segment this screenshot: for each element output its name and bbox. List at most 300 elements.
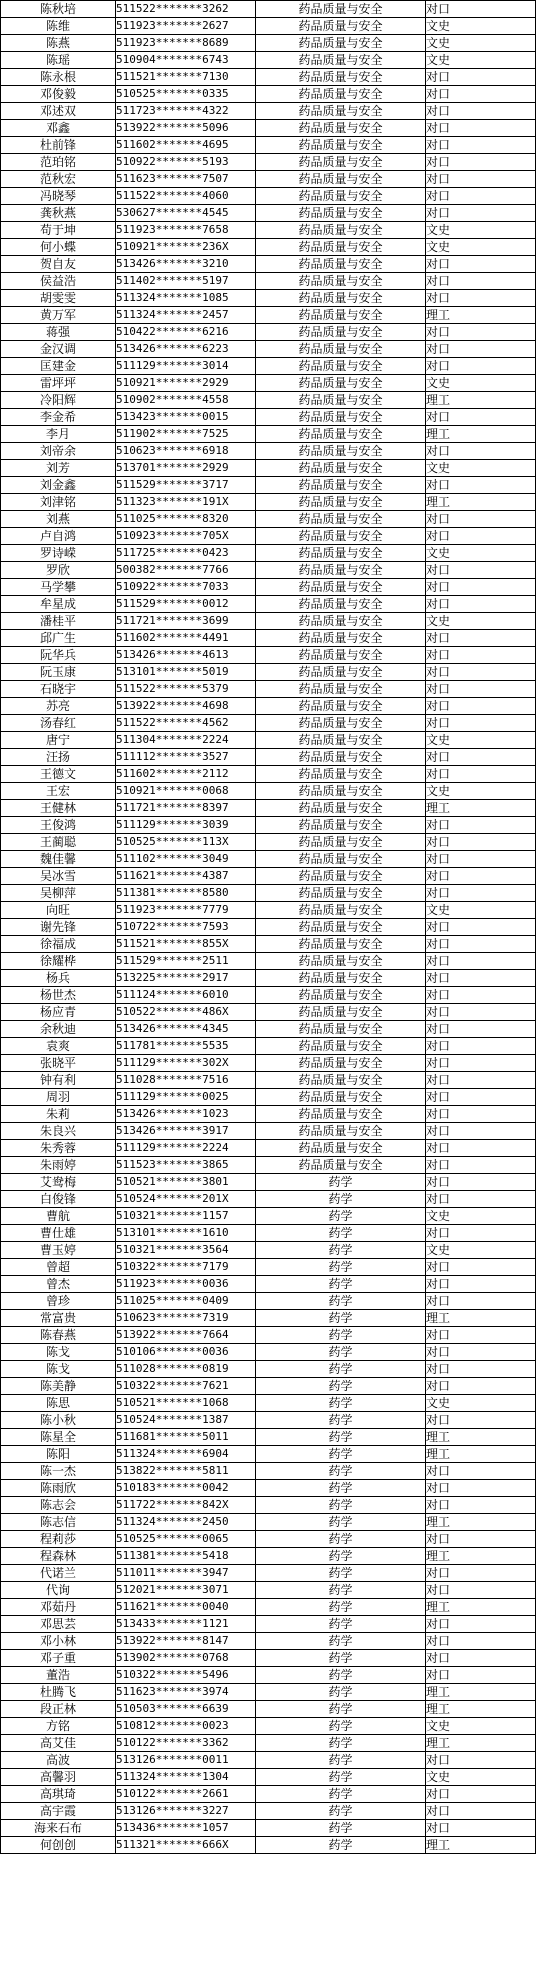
name-cell: 朱莉	[1, 1106, 116, 1123]
category-cell: 对口	[426, 647, 536, 664]
major-cell: 药品质量与安全	[256, 341, 426, 358]
major-cell: 药品质量与安全	[256, 800, 426, 817]
major-cell: 药学	[256, 1174, 426, 1191]
major-cell: 药品质量与安全	[256, 647, 426, 664]
name-cell: 曹仕雄	[1, 1225, 116, 1242]
category-cell: 对口	[426, 885, 536, 902]
name-cell: 陈阳	[1, 1446, 116, 1463]
category-cell: 文史	[426, 35, 536, 52]
id-cell: 511522*******4562	[116, 715, 256, 732]
id-cell: 530627*******4545	[116, 205, 256, 222]
id-cell: 510525*******0335	[116, 86, 256, 103]
table-row	[1, 1565, 536, 1582]
category-cell: 对口	[426, 1327, 536, 1344]
name-cell: 陈一杰	[1, 1463, 116, 1480]
table-row	[1, 1820, 536, 1837]
category-cell: 对口	[426, 69, 536, 86]
id-cell: 511129*******3014	[116, 358, 256, 375]
table-body	[1, 1, 536, 1854]
major-cell: 药品质量与安全	[256, 443, 426, 460]
name-cell: 艾鸯梅	[1, 1174, 116, 1191]
table-row	[1, 103, 536, 120]
name-cell: 王宏	[1, 783, 116, 800]
category-cell: 对口	[426, 1259, 536, 1276]
table-row	[1, 1616, 536, 1633]
major-cell: 药品质量与安全	[256, 1072, 426, 1089]
name-cell: 蒋强	[1, 324, 116, 341]
id-cell: 513126*******3227	[116, 1803, 256, 1820]
id-cell: 510623*******7319	[116, 1310, 256, 1327]
category-cell: 对口	[426, 1497, 536, 1514]
category-cell: 对口	[426, 477, 536, 494]
major-cell: 药品质量与安全	[256, 1021, 426, 1038]
table-row	[1, 851, 536, 868]
table-row	[1, 1429, 536, 1446]
name-cell: 陈燕	[1, 35, 116, 52]
category-cell: 理工	[426, 392, 536, 409]
major-cell: 药品质量与安全	[256, 596, 426, 613]
table-row	[1, 1446, 536, 1463]
table-row	[1, 630, 536, 647]
table-row	[1, 1769, 536, 1786]
category-cell: 理工	[426, 1599, 536, 1616]
name-cell: 石晓宇	[1, 681, 116, 698]
id-cell: 511324*******6904	[116, 1446, 256, 1463]
id-cell: 510521*******3801	[116, 1174, 256, 1191]
name-cell: 余秋迪	[1, 1021, 116, 1038]
category-cell: 对口	[426, 987, 536, 1004]
major-cell: 药学	[256, 1701, 426, 1718]
major-cell: 药学	[256, 1599, 426, 1616]
category-cell: 理工	[426, 1735, 536, 1752]
name-cell: 冷阳辉	[1, 392, 116, 409]
name-cell: 吴冰雪	[1, 868, 116, 885]
name-cell: 王俊鸿	[1, 817, 116, 834]
name-cell: 钟有利	[1, 1072, 116, 1089]
id-cell: 510524*******1387	[116, 1412, 256, 1429]
id-cell: 511602*******2112	[116, 766, 256, 783]
name-cell: 王蔺聪	[1, 834, 116, 851]
major-cell: 药学	[256, 1514, 426, 1531]
id-cell: 510122*******3362	[116, 1735, 256, 1752]
id-cell: 510524*******201X	[116, 1191, 256, 1208]
table-row	[1, 1140, 536, 1157]
category-cell: 对口	[426, 1021, 536, 1038]
table-row	[1, 1361, 536, 1378]
category-cell: 对口	[426, 834, 536, 851]
name-cell: 卢自鸿	[1, 528, 116, 545]
major-cell: 药品质量与安全	[256, 154, 426, 171]
id-cell: 511025*******0409	[116, 1293, 256, 1310]
name-cell: 邓述双	[1, 103, 116, 120]
name-cell: 刘金鑫	[1, 477, 116, 494]
table-row	[1, 1157, 536, 1174]
id-cell: 511902*******7525	[116, 426, 256, 443]
category-cell: 文史	[426, 1242, 536, 1259]
table-row	[1, 1599, 536, 1616]
major-cell: 药品质量与安全	[256, 868, 426, 885]
major-cell: 药品质量与安全	[256, 477, 426, 494]
table-row	[1, 613, 536, 630]
major-cell: 药品质量与安全	[256, 953, 426, 970]
major-cell: 药学	[256, 1548, 426, 1565]
table-row	[1, 1293, 536, 1310]
name-cell: 徐福成	[1, 936, 116, 953]
major-cell: 药品质量与安全	[256, 358, 426, 375]
major-cell: 药品质量与安全	[256, 222, 426, 239]
name-cell: 陈戈	[1, 1344, 116, 1361]
name-cell: 程莉莎	[1, 1531, 116, 1548]
table-row	[1, 1480, 536, 1497]
major-cell: 药品质量与安全	[256, 392, 426, 409]
name-cell: 刘帝余	[1, 443, 116, 460]
major-cell: 药品质量与安全	[256, 851, 426, 868]
major-cell: 药学	[256, 1803, 426, 1820]
table-row	[1, 528, 536, 545]
name-cell: 阮华兵	[1, 647, 116, 664]
category-cell: 理工	[426, 1548, 536, 1565]
table-row	[1, 1803, 536, 1820]
id-cell: 511011*******3947	[116, 1565, 256, 1582]
major-cell: 药学	[256, 1208, 426, 1225]
major-cell: 药品质量与安全	[256, 1038, 426, 1055]
major-cell: 药品质量与安全	[256, 256, 426, 273]
category-cell: 对口	[426, 86, 536, 103]
category-cell: 对口	[426, 1157, 536, 1174]
table-row	[1, 562, 536, 579]
table-row	[1, 1055, 536, 1072]
id-cell: 510321*******1157	[116, 1208, 256, 1225]
category-cell: 对口	[426, 1089, 536, 1106]
major-cell: 药学	[256, 1259, 426, 1276]
id-cell: 510904*******6743	[116, 52, 256, 69]
table-row	[1, 817, 536, 834]
category-cell: 理工	[426, 307, 536, 324]
name-cell: 邓思芸	[1, 1616, 116, 1633]
major-cell: 药学	[256, 1446, 426, 1463]
category-cell: 对口	[426, 1038, 536, 1055]
name-cell: 邓小林	[1, 1633, 116, 1650]
id-cell: 510522*******486X	[116, 1004, 256, 1021]
major-cell: 药学	[256, 1820, 426, 1837]
name-cell: 何小蝶	[1, 239, 116, 256]
name-cell: 陈小秋	[1, 1412, 116, 1429]
category-cell: 文史	[426, 18, 536, 35]
table-row	[1, 1412, 536, 1429]
id-cell: 511923*******0036	[116, 1276, 256, 1293]
category-cell: 对口	[426, 290, 536, 307]
major-cell: 药学	[256, 1378, 426, 1395]
category-cell: 对口	[426, 749, 536, 766]
major-cell: 药品质量与安全	[256, 664, 426, 681]
name-cell: 匡建金	[1, 358, 116, 375]
id-cell: 510921*******2929	[116, 375, 256, 392]
id-cell: 511381*******5418	[116, 1548, 256, 1565]
name-cell: 刘芳	[1, 460, 116, 477]
id-cell: 511623*******7507	[116, 171, 256, 188]
name-cell: 罗欣	[1, 562, 116, 579]
table-row	[1, 1531, 536, 1548]
table-row	[1, 511, 536, 528]
name-cell: 贺自友	[1, 256, 116, 273]
name-cell: 曾杰	[1, 1276, 116, 1293]
category-cell: 对口	[426, 970, 536, 987]
major-cell: 药学	[256, 1395, 426, 1412]
major-cell: 药品质量与安全	[256, 307, 426, 324]
name-cell: 朱良兴	[1, 1123, 116, 1140]
major-cell: 药品质量与安全	[256, 1157, 426, 1174]
id-cell: 510921*******236X	[116, 239, 256, 256]
id-cell: 511304*******2224	[116, 732, 256, 749]
id-cell: 511129*******3039	[116, 817, 256, 834]
category-cell: 对口	[426, 120, 536, 137]
table-row	[1, 154, 536, 171]
name-cell: 高琪琦	[1, 1786, 116, 1803]
name-cell: 杨兵	[1, 970, 116, 987]
category-cell: 对口	[426, 1463, 536, 1480]
id-cell: 511323*******191X	[116, 494, 256, 511]
name-cell: 陈思	[1, 1395, 116, 1412]
name-cell: 高馨羽	[1, 1769, 116, 1786]
id-cell: 511124*******6010	[116, 987, 256, 1004]
table-row	[1, 1497, 536, 1514]
category-cell: 理工	[426, 494, 536, 511]
category-cell: 对口	[426, 953, 536, 970]
id-cell: 511923*******7779	[116, 902, 256, 919]
major-cell: 药学	[256, 1616, 426, 1633]
major-cell: 药品质量与安全	[256, 86, 426, 103]
name-cell: 谢先锋	[1, 919, 116, 936]
name-cell: 朱秀蓉	[1, 1140, 116, 1157]
table-row	[1, 409, 536, 426]
name-cell: 黄万军	[1, 307, 116, 324]
table-row	[1, 698, 536, 715]
table-row	[1, 52, 536, 69]
id-cell: 513423*******0015	[116, 409, 256, 426]
table-row	[1, 715, 536, 732]
major-cell: 药品质量与安全	[256, 1, 426, 18]
table-row	[1, 1633, 536, 1650]
category-cell: 文史	[426, 239, 536, 256]
id-cell: 513433*******1121	[116, 1616, 256, 1633]
category-cell: 对口	[426, 103, 536, 120]
major-cell: 药品质量与安全	[256, 681, 426, 698]
category-cell: 对口	[426, 511, 536, 528]
table-row	[1, 1123, 536, 1140]
id-cell: 511621*******0040	[116, 1599, 256, 1616]
id-cell: 513822*******5811	[116, 1463, 256, 1480]
name-cell: 周羽	[1, 1089, 116, 1106]
name-cell: 杜前锋	[1, 137, 116, 154]
category-cell: 对口	[426, 1531, 536, 1548]
name-cell: 侯益浩	[1, 273, 116, 290]
category-cell: 对口	[426, 409, 536, 426]
table-row	[1, 205, 536, 222]
table-row	[1, 902, 536, 919]
name-cell: 李月	[1, 426, 116, 443]
major-cell: 药品质量与安全	[256, 35, 426, 52]
category-cell: 文史	[426, 460, 536, 477]
major-cell: 药品质量与安全	[256, 613, 426, 630]
major-cell: 药品质量与安全	[256, 494, 426, 511]
category-cell: 理工	[426, 1310, 536, 1327]
category-cell: 对口	[426, 1667, 536, 1684]
major-cell: 药品质量与安全	[256, 834, 426, 851]
table-row	[1, 919, 536, 936]
id-cell: 513902*******0768	[116, 1650, 256, 1667]
name-cell: 陈维	[1, 18, 116, 35]
category-cell: 对口	[426, 766, 536, 783]
major-cell: 药品质量与安全	[256, 970, 426, 987]
table-row	[1, 885, 536, 902]
major-cell: 药品质量与安全	[256, 936, 426, 953]
id-cell: 510922*******5193	[116, 154, 256, 171]
name-cell: 范秋宏	[1, 171, 116, 188]
table-row	[1, 1667, 536, 1684]
id-cell: 513225*******2917	[116, 970, 256, 987]
id-cell: 510322*******7621	[116, 1378, 256, 1395]
name-cell: 朱雨婷	[1, 1157, 116, 1174]
id-cell: 511721*******8397	[116, 800, 256, 817]
id-cell: 513426*******3210	[116, 256, 256, 273]
major-cell: 药品质量与安全	[256, 103, 426, 120]
major-cell: 药品质量与安全	[256, 460, 426, 477]
id-cell: 500382*******7766	[116, 562, 256, 579]
category-cell: 对口	[426, 1378, 536, 1395]
category-cell: 对口	[426, 1191, 536, 1208]
table-row	[1, 1038, 536, 1055]
name-cell: 邱广生	[1, 630, 116, 647]
category-cell: 对口	[426, 443, 536, 460]
name-cell: 董浩	[1, 1667, 116, 1684]
major-cell: 药品质量与安全	[256, 1089, 426, 1106]
id-cell: 511102*******3049	[116, 851, 256, 868]
id-cell: 511522*******4060	[116, 188, 256, 205]
name-cell: 阮玉康	[1, 664, 116, 681]
name-cell: 陈春燕	[1, 1327, 116, 1344]
id-cell: 510422*******6216	[116, 324, 256, 341]
category-cell: 理工	[426, 1684, 536, 1701]
category-cell: 对口	[426, 1616, 536, 1633]
category-cell: 对口	[426, 1803, 536, 1820]
name-cell: 常富贵	[1, 1310, 116, 1327]
name-cell: 曹航	[1, 1208, 116, 1225]
id-cell: 511521*******855X	[116, 936, 256, 953]
category-cell: 理工	[426, 426, 536, 443]
category-cell: 对口	[426, 596, 536, 613]
name-cell: 潘桂平	[1, 613, 116, 630]
table-row	[1, 868, 536, 885]
name-cell: 邓俊毅	[1, 86, 116, 103]
major-cell: 药学	[256, 1293, 426, 1310]
category-cell: 对口	[426, 681, 536, 698]
table-row	[1, 664, 536, 681]
category-cell: 对口	[426, 868, 536, 885]
major-cell: 药品质量与安全	[256, 188, 426, 205]
table-row	[1, 477, 536, 494]
table-row	[1, 137, 536, 154]
name-cell: 曹玉婷	[1, 1242, 116, 1259]
id-cell: 511324*******2457	[116, 307, 256, 324]
major-cell: 药学	[256, 1633, 426, 1650]
category-cell: 文史	[426, 52, 536, 69]
category-cell: 对口	[426, 936, 536, 953]
table-row	[1, 1191, 536, 1208]
table-row	[1, 596, 536, 613]
major-cell: 药学	[256, 1837, 426, 1854]
category-cell: 对口	[426, 579, 536, 596]
category-cell: 对口	[426, 1, 536, 18]
table-row	[1, 1684, 536, 1701]
name-cell: 杨世杰	[1, 987, 116, 1004]
major-cell: 药品质量与安全	[256, 1140, 426, 1157]
id-cell: 513922*******5096	[116, 120, 256, 137]
id-cell: 511923*******8689	[116, 35, 256, 52]
table-row	[1, 375, 536, 392]
category-cell: 对口	[426, 851, 536, 868]
major-cell: 药学	[256, 1225, 426, 1242]
table-row	[1, 239, 536, 256]
major-cell: 药学	[256, 1735, 426, 1752]
id-cell: 511602*******4695	[116, 137, 256, 154]
name-cell: 王健林	[1, 800, 116, 817]
category-cell: 理工	[426, 1514, 536, 1531]
major-cell: 药品质量与安全	[256, 919, 426, 936]
major-cell: 药品质量与安全	[256, 171, 426, 188]
table-row	[1, 1225, 536, 1242]
table-row	[1, 35, 536, 52]
category-cell: 对口	[426, 1174, 536, 1191]
id-cell: 511602*******4491	[116, 630, 256, 647]
id-cell: 511402*******5197	[116, 273, 256, 290]
id-cell: 511529*******2511	[116, 953, 256, 970]
category-cell: 对口	[426, 1276, 536, 1293]
id-cell: 511681*******5011	[116, 1429, 256, 1446]
name-cell: 魏佳馨	[1, 851, 116, 868]
major-cell: 药品质量与安全	[256, 426, 426, 443]
name-cell: 金汉调	[1, 341, 116, 358]
category-cell: 对口	[426, 1344, 536, 1361]
category-cell: 对口	[426, 630, 536, 647]
table-row	[1, 800, 536, 817]
id-cell: 511324*******2450	[116, 1514, 256, 1531]
id-cell: 511521*******7130	[116, 69, 256, 86]
table-row	[1, 1463, 536, 1480]
id-cell: 511781*******5535	[116, 1038, 256, 1055]
id-cell: 510322*******5496	[116, 1667, 256, 1684]
id-cell: 513426*******4613	[116, 647, 256, 664]
table-row	[1, 1650, 536, 1667]
id-cell: 513922*******8147	[116, 1633, 256, 1650]
id-cell: 510122*******2661	[116, 1786, 256, 1803]
major-cell: 药学	[256, 1752, 426, 1769]
major-cell: 药学	[256, 1242, 426, 1259]
category-cell: 文史	[426, 783, 536, 800]
table-row	[1, 392, 536, 409]
name-cell: 高波	[1, 1752, 116, 1769]
category-cell: 理工	[426, 1429, 536, 1446]
category-cell: 对口	[426, 358, 536, 375]
name-cell: 段正林	[1, 1701, 116, 1718]
table-row	[1, 426, 536, 443]
id-cell: 511529*******0012	[116, 596, 256, 613]
major-cell: 药学	[256, 1344, 426, 1361]
major-cell: 药品质量与安全	[256, 1106, 426, 1123]
table-row	[1, 1395, 536, 1412]
category-cell: 对口	[426, 1293, 536, 1310]
name-cell: 高艾佳	[1, 1735, 116, 1752]
id-cell: 513701*******2929	[116, 460, 256, 477]
